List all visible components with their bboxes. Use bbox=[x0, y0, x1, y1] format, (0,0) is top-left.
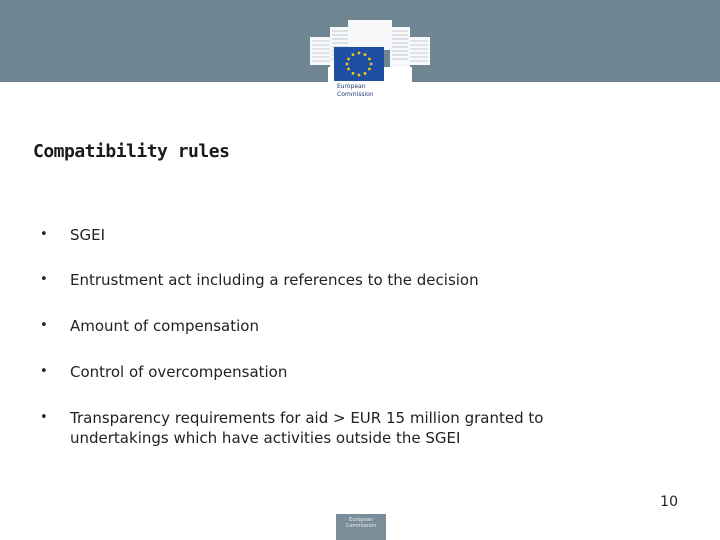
bullet-text: Entrustment act including a references to the decision bbox=[70, 271, 479, 289]
footer-logo-text: European Commission bbox=[345, 517, 377, 529]
bullet-text: Transparency requirements for aid > EUR 15 million granted to undertakings which have activities outside the SGEI bbox=[70, 409, 544, 447]
bullet-text: Control of overcompensation bbox=[70, 363, 288, 381]
bullet-icon: • bbox=[40, 227, 48, 242]
footer-logo bbox=[336, 514, 386, 540]
bullet-icon: • bbox=[40, 272, 48, 287]
slide-title: Compatibility rules bbox=[33, 141, 230, 162]
bullet-text: Amount of compensation bbox=[70, 317, 259, 335]
bullet-icon: • bbox=[40, 410, 48, 425]
bullet-text: SGEI bbox=[70, 226, 106, 244]
bullet-icon: • bbox=[40, 318, 48, 333]
bullet-icon: • bbox=[40, 364, 48, 379]
logo-caption: European Commission bbox=[337, 83, 374, 98]
page-number: 10 bbox=[660, 494, 678, 510]
